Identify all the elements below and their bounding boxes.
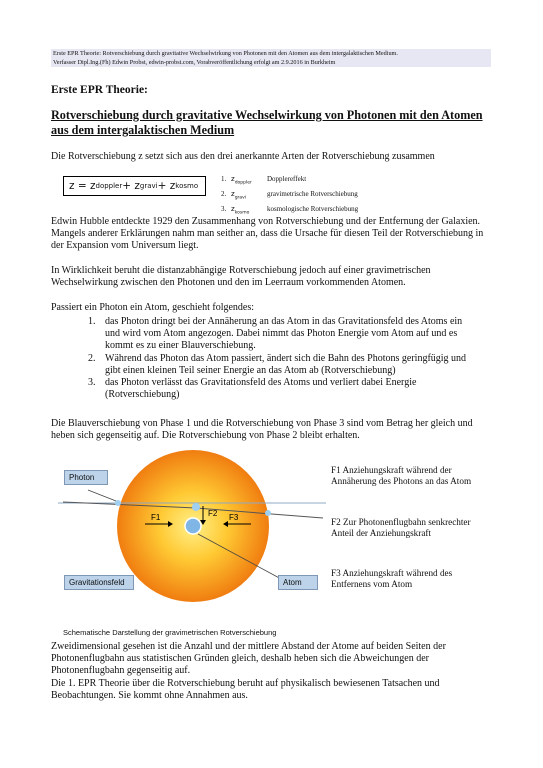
formula-plus-2: + z bbox=[157, 180, 176, 192]
heading: Erste EPR Theorie: bbox=[51, 84, 148, 96]
list-item: 2. Während das Photon das Atom passiert, ändert sich die Bahn des Photons geringfügig und gibt einen kleinen Teil seiner Energie an das Atom ab (Rotverschiebung) bbox=[88, 352, 467, 376]
paragraph-conclusion: Die 1. EPR Theorie über die Rotverschiebung beruht auf physikalisch bewiesenen Tatsachen und Beobachtungen. Sie kommt ohne Annahmen aus. bbox=[51, 678, 440, 702]
list-item: 1. das Photon dringt bei der Annäherung an das Atom in das Gravitationsfeld des Atoms ein und wird vom Atom angezogen. Dabei nimmt das Photon Energie vom Atom auf und es kommt es zu einer Blauverschiebung. bbox=[88, 316, 463, 352]
legend-symbol: $z_{kosmo}$ bbox=[231, 204, 250, 216]
legend-row bbox=[221, 189, 358, 204]
atom-label: Atom bbox=[278, 575, 318, 590]
photon-marker-3 bbox=[265, 510, 271, 516]
legend-symbol: $z_{gravi}$ bbox=[231, 189, 247, 201]
paragraph-hubble: Edwin Hubble entdeckte 1929 den Zusammenhang von Rotverschiebung und der Entfernung der Galaxien. Mangels anderer Erklärungen nahm man seither an, dass die Ursache für diesen Teil der Rotverschiebung in der Expansion vom Universum liegt. bbox=[51, 216, 484, 252]
legend-num: 2. bbox=[221, 189, 227, 198]
f1-label: F1 bbox=[151, 513, 161, 522]
document-header bbox=[51, 49, 491, 67]
figure-caption: Schematische Darstellung der gravimetrischen Rotverschiebung bbox=[63, 628, 277, 637]
gravimetric-figure bbox=[58, 450, 326, 628]
f3-label: F3 bbox=[229, 513, 239, 522]
intro-paragraph: Die Rotverschiebung z setzt sich aus den drei anerkannte Arten der Rotverschiebung zusammen bbox=[51, 151, 435, 162]
paragraph-reality: In Wirklichkeit beruht die distanzabhängige Rotverschiebung jedoch auf einer gravimetrischen Wechselwirkung zwischen den Photonen und den im Leerraum vorkommenden Atomen. bbox=[51, 265, 431, 289]
legend-text: Dopplereffekt bbox=[267, 175, 307, 183]
side-note-f3: F3 Anziehungskraft während des Entfernens vom Atom bbox=[331, 568, 453, 590]
page-title: Rotverschiebung durch gravitative Wechselwirkung von Photonen mit den Atomen aus dem intergalaktischen Medium bbox=[51, 108, 483, 137]
side-note-f1: F1 Anziehungskraft während der Annäherung des Photons an das Atom bbox=[331, 465, 472, 487]
legend-num: 1. bbox=[221, 175, 227, 183]
list-item: 3. das Photon verlässt das Gravitationsfeld des Atoms und verliert dabei Energie (Rotverschiebung) bbox=[88, 377, 417, 401]
photon-marker-2 bbox=[192, 503, 200, 511]
paragraph-two-dimensional: Zweidimensional gesehen ist die Anzahl und der mittlere Abstand der Atome auf beiden Seiten der Photonenflugbahn aus statistischen Gründen gleich, deshalb heben sich die Abweichungen der Photonenflugbahn gegenseitig auf. bbox=[51, 641, 446, 677]
header-line-1: Erste EPR Theorie: Rotverschiebung durch gravitative Wechselwirkung von Photonen mit den Atomen aus dem intergalaktischen Medium. bbox=[53, 50, 398, 57]
formula-doppler: doppler bbox=[95, 182, 123, 190]
legend-text: gravimetrische Rotverschiebung bbox=[267, 189, 358, 198]
formula-gravi: gravi bbox=[139, 182, 158, 190]
atom-dot bbox=[185, 518, 201, 534]
legend-row bbox=[221, 174, 358, 189]
legend-symbol: $z_{doppler}$ bbox=[231, 175, 252, 186]
paragraph-cancel: Die Blauverschiebung von Phase 1 und die Rotverschiebung von Phase 3 sind vom Betrag her gleich und heben sich gegenseitig auf. Die Rotverschiebung von Phase 2 bleibt erhalten. bbox=[51, 418, 473, 442]
paragraph-passage: Passiert ein Photon ein Atom, geschieht folgendes: bbox=[51, 302, 255, 313]
gravitational-field-label: Gravitationsfeld bbox=[64, 575, 134, 590]
formula-legend bbox=[221, 174, 358, 219]
legend-text: kosmologische Rotverschiebung bbox=[267, 204, 359, 213]
steps-list bbox=[88, 316, 478, 401]
formula-plus-1: + z bbox=[122, 180, 140, 192]
side-note-f2: F2 Zur Photonenflugbahn senkrechter Anteil der Anziehungskraft bbox=[331, 517, 471, 539]
header-line-2: Verfasser Dipl.Ing.(Fh) Edwin Probst, edwin-probst.com, Vorabveröffentlichung erfolgt am 2.9.2016 in Burkheim bbox=[53, 58, 336, 66]
photon-label: Photon bbox=[64, 470, 108, 485]
legend-num: 3. bbox=[221, 204, 227, 213]
photon-pointer bbox=[88, 490, 116, 501]
formula-lhs: z = z bbox=[69, 180, 96, 192]
formula-box bbox=[63, 176, 206, 196]
formula-kosmo: kosmo bbox=[175, 182, 199, 190]
f2-label: F2 bbox=[208, 509, 218, 518]
